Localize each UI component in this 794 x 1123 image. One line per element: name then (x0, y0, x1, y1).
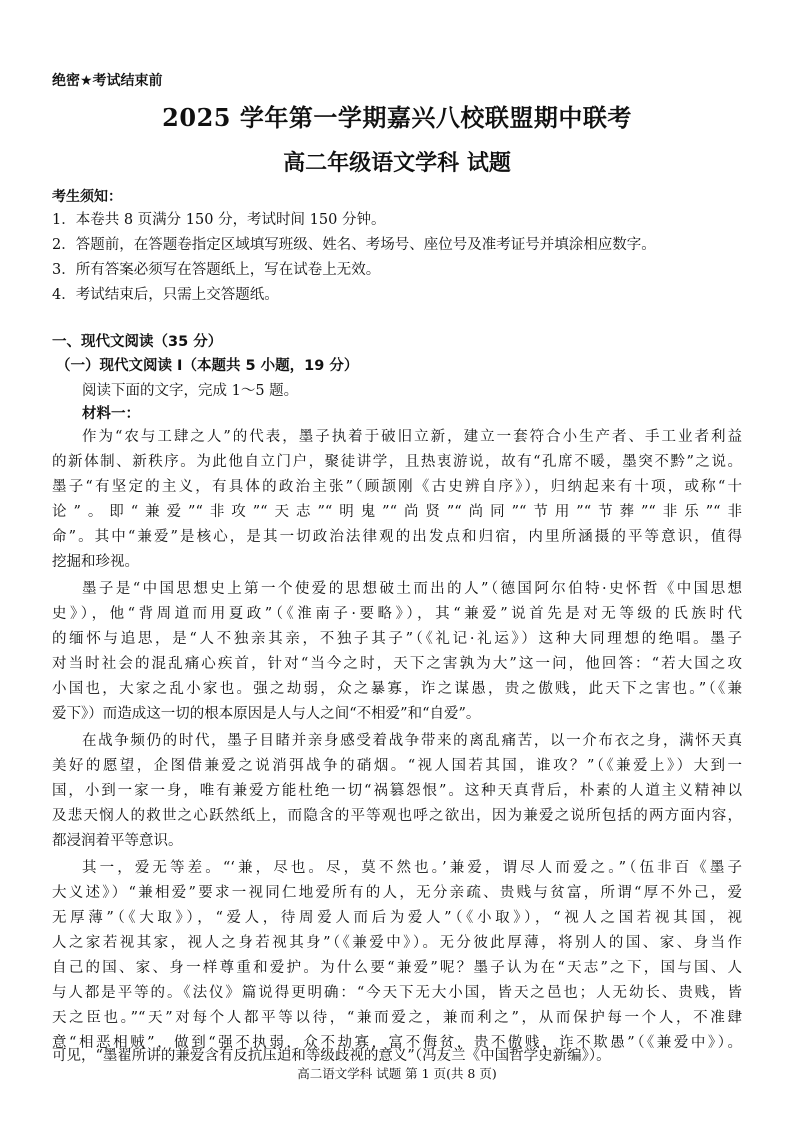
paragraph-line: 的新体制、新秩序。为此他自立门户，聚徒讲学，且热衷游说，故有“孔席不暖，墨突不黔”之说。 (52, 454, 742, 470)
paragraph-line: 小国也，大家之乱小家也。强之劫弱，众之暴寡，诈之谋愚，贵之傲贱，此天下之害也。”（《兼 (52, 681, 742, 697)
paragraph-line: 史》），他“背周道而用夏政”（《淮南子·要略》），其“兼爱”说首先是对无等级的氏族时代 (52, 606, 742, 622)
paragraph-line: 论”。即“兼爱”“非攻”“天志”“明鬼”“尚贤”“尚同”“节用”“节葬”“非乐”“非 (52, 504, 742, 520)
paragraph-line: 对当时社会的混乱痛心疾首，针对“当今之时，天下之害孰为大”这一问，他回答：“若大国之攻 (52, 656, 742, 672)
page-footer: 高二语文学科 试题 第 1 页(共 8 页) (297, 1066, 497, 1081)
paragraph-line: 都浸润着平等意识。 (52, 833, 183, 849)
paragraph-line: 无厚薄”（《大取》），“爱人，待周爱人而后为爱人”（《小取》），“视人之国若视其国，视 (52, 910, 742, 926)
instruction-text: 阅读下面的文字，完成 1～5 题。 (82, 383, 299, 399)
paragraph-line: 天之臣也。”“天”对每个人都平等以待，“兼而爱之，兼而利之”，从而保护每一个人，不准肆 (52, 1010, 742, 1026)
section-heading: 一、现代文阅读（35 分） (52, 334, 223, 350)
paragraph-line: 作为“农与工肆之人”的代表，墨子执着于破旧立新，建立一套符合小生产者、手工业者利益 (82, 429, 742, 445)
paragraph-line: 爱下》）而造成这一切的根本原因是人与人之间“不相爱”和“自爱”。 (52, 706, 481, 722)
notice-item: 3．所有答案必须写在答题纸上，写在试卷上无效。 (52, 262, 381, 278)
paragraph-line: 国，小到一家一身，唯有兼爱方能杜绝一切“祸篡怨恨”。这种天真背后，朴素的人道主义精神以 (52, 783, 742, 799)
paragraph-line: 墨子“有坚定的主义，有具体的政治主张”（顾颉刚《古史辨自序》），归纳起来有十项，或称“十 (52, 479, 742, 495)
paragraph-line: 与人都是平等的。《法仪》篇说得更明确：“今天下无大小国，皆天之邑也；人无幼长、贵贱，皆 (52, 985, 742, 1001)
paragraph-line: 自己的国、家、身一样尊重和爱护。为什么要“兼爱”呢？墨子认为在“天志”之下，国与国、人 (52, 960, 742, 976)
paragraph-line: 挖掘和珍视。 (52, 554, 139, 570)
subsection-heading: （一）现代文阅读 I（本题共 5 小题，19 分） (56, 358, 359, 374)
paragraph-line: 墨子是“中国思想史上第一个使爱的思想破土而出的人”（德国阿尔伯特·史怀哲《中国思想 (82, 581, 742, 597)
paragraph-line: 命”。其中“兼爱”是核心，是其一切政治法律观的出发点和归宿，内里所涵摄的平等意识，值得 (52, 529, 742, 545)
material-label: 材料一： (82, 406, 140, 422)
paragraph-line: 可见，“墨翟所讲的兼爱含有反抗压迫和等级歧视的意义”（冯友兰《中国哲学史新编》）。 (52, 1048, 611, 1064)
paragraph-line: 在战争频仍的时代，墨子目睹并亲身感受着战争带来的离乱痛苦，以一介布衣之身，满怀天真 (82, 733, 742, 749)
secret-mark: 绝密★考试结束前 (52, 73, 163, 89)
paragraph-line: 意“相恶相贼”，做到“强不执弱，众不劫寡，富不侮贫，贵不傲贱，诈不欺愚”（《兼爱中》）。 (52, 1035, 742, 1051)
paragraph-line: 及悲天悯人的救世之心跃然纸上，而隐含的平等观也呼之欲出，因为兼爱之说所包括的两方面内容， (52, 808, 742, 824)
paragraph-line: 大义述》）“兼相爱”要求一视同仁地爱所有的人，无分亲疏、贵贱与贫富，所谓“厚不外己，爱 (52, 885, 742, 901)
paragraph-line: 其一，爱无等差。“‘兼，尽也。尽，莫不然也。’兼爱，谓尽人而爱之。”（伍非百《墨子 (82, 860, 742, 876)
notice-item: 4．考试结束后，只需上交答题纸。 (52, 287, 279, 303)
exam-title: 2025 学年第一学期嘉兴八校联盟期中联考 (162, 103, 632, 132)
notice-item: 2．答题前，在答题卷指定区域填写班级、姓名、考场号、座位号及准考证号并填涂相应数字。 (52, 237, 656, 253)
paragraph-line: 人之家若视其家，视人之身若视其身”（《兼爱中》）。无分彼此厚薄，将别人的国、家、身当作 (52, 935, 742, 951)
paragraph-line: 美好的愿望，企图借兼爱之说消弭战争的硝烟。“视人国若其国，谁攻？”（《兼爱上》）大到一 (52, 758, 742, 774)
exam-subtitle: 高二年级语文学科 试题 (283, 150, 511, 176)
paragraph-line: 的缅怀与追思，是“人不独亲其亲，不独子其子”（《礼记·礼运》）这种大同理想的绝唱。墨子 (52, 631, 742, 647)
notice-heading: 考生须知： (52, 189, 122, 205)
notice-item: 1．本卷共 8 页满分 150 分，考试时间 150 分钟。 (52, 212, 386, 228)
